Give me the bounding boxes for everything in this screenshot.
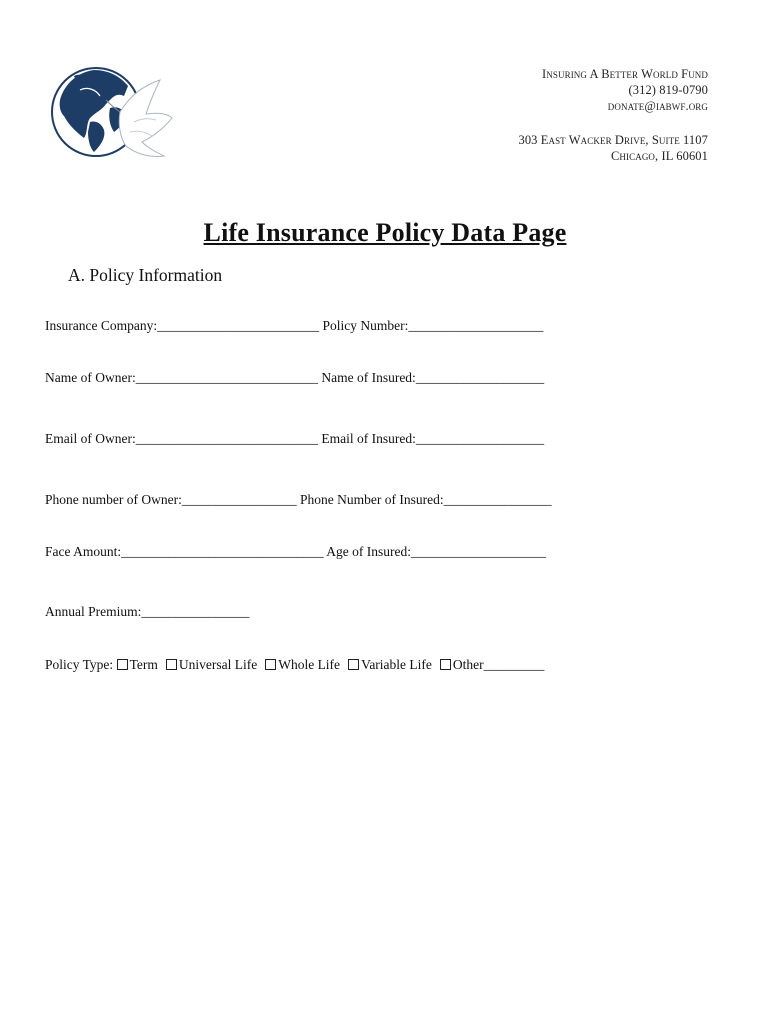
other-checkbox[interactable] [440,659,451,670]
option-other[interactable] [440,657,545,672]
term-label: Term [129,657,158,672]
policy-type-label: Policy Type: [45,657,114,672]
row-insurance-company [45,318,543,334]
face-amount-field[interactable]: ______________________________ [121,544,324,559]
insurance-company-label: Insurance Company: [45,318,158,333]
phone-owner-field[interactable]: _________________ [181,492,297,507]
row-policy-type [45,657,544,673]
policy-number-label: Policy Number: [322,318,409,333]
variable-life-label: Variable Life [361,657,432,672]
annual-premium-label: Annual Premium: [45,604,142,619]
universal-life-checkbox[interactable] [166,659,177,670]
annual-premium-field[interactable]: ________________ [141,604,250,619]
policy-number-field[interactable]: ____________________ [408,318,544,333]
name-insured-field[interactable]: ___________________ [415,370,545,385]
logo-globe-dove-icon [50,62,176,166]
name-owner-field[interactable]: ___________________________ [135,370,318,385]
email-owner-field[interactable]: ___________________________ [135,431,318,446]
other-field[interactable]: _________ [483,657,545,672]
email-owner-label: Email of Owner: [45,431,136,446]
whole-life-label: Whole Life [278,657,341,672]
option-whole-life[interactable] [265,657,340,672]
row-annual-premium [45,604,249,620]
universal-life-label: Universal Life [178,657,258,672]
insurance-company-field[interactable]: ________________________ [157,318,320,333]
option-term[interactable] [117,657,158,672]
organization-header [518,66,708,164]
face-amount-label: Face Amount: [45,544,122,559]
row-names [45,370,544,386]
row-face-amount [45,544,546,560]
email-insured-label: Email of Insured: [321,431,416,446]
name-insured-label: Name of Insured: [321,370,416,385]
whole-life-checkbox[interactable] [265,659,276,670]
option-variable-life[interactable] [348,657,432,672]
page-title: Life Insurance Policy Data Page [203,218,567,247]
variable-life-checkbox[interactable] [348,659,359,670]
org-street: 303 East Wacker Drive, Suite 1107 [518,133,708,147]
section-heading: A. Policy Information [68,265,223,285]
phone-insured-label: Phone Number of Insured: [299,492,444,507]
email-insured-field[interactable]: ___________________ [415,431,545,446]
phone-owner-label: Phone number of Owner: [45,492,182,507]
org-phone: (312) 819-0790 [628,83,708,97]
row-emails [45,431,544,447]
term-checkbox[interactable] [117,659,128,670]
name-owner-label: Name of Owner: [45,370,136,385]
row-phones [45,492,552,508]
other-label: Other [452,657,484,672]
option-universal-life[interactable] [166,657,257,672]
org-city: Chicago, IL 60601 [611,149,708,163]
phone-insured-field[interactable]: ________________ [443,492,552,507]
org-name: Insuring A Better World Fund [542,67,708,81]
age-insured-label: Age of Insured: [326,544,411,559]
age-insured-field[interactable]: ____________________ [411,544,546,559]
org-email: donate@iabwf.org [607,99,708,113]
